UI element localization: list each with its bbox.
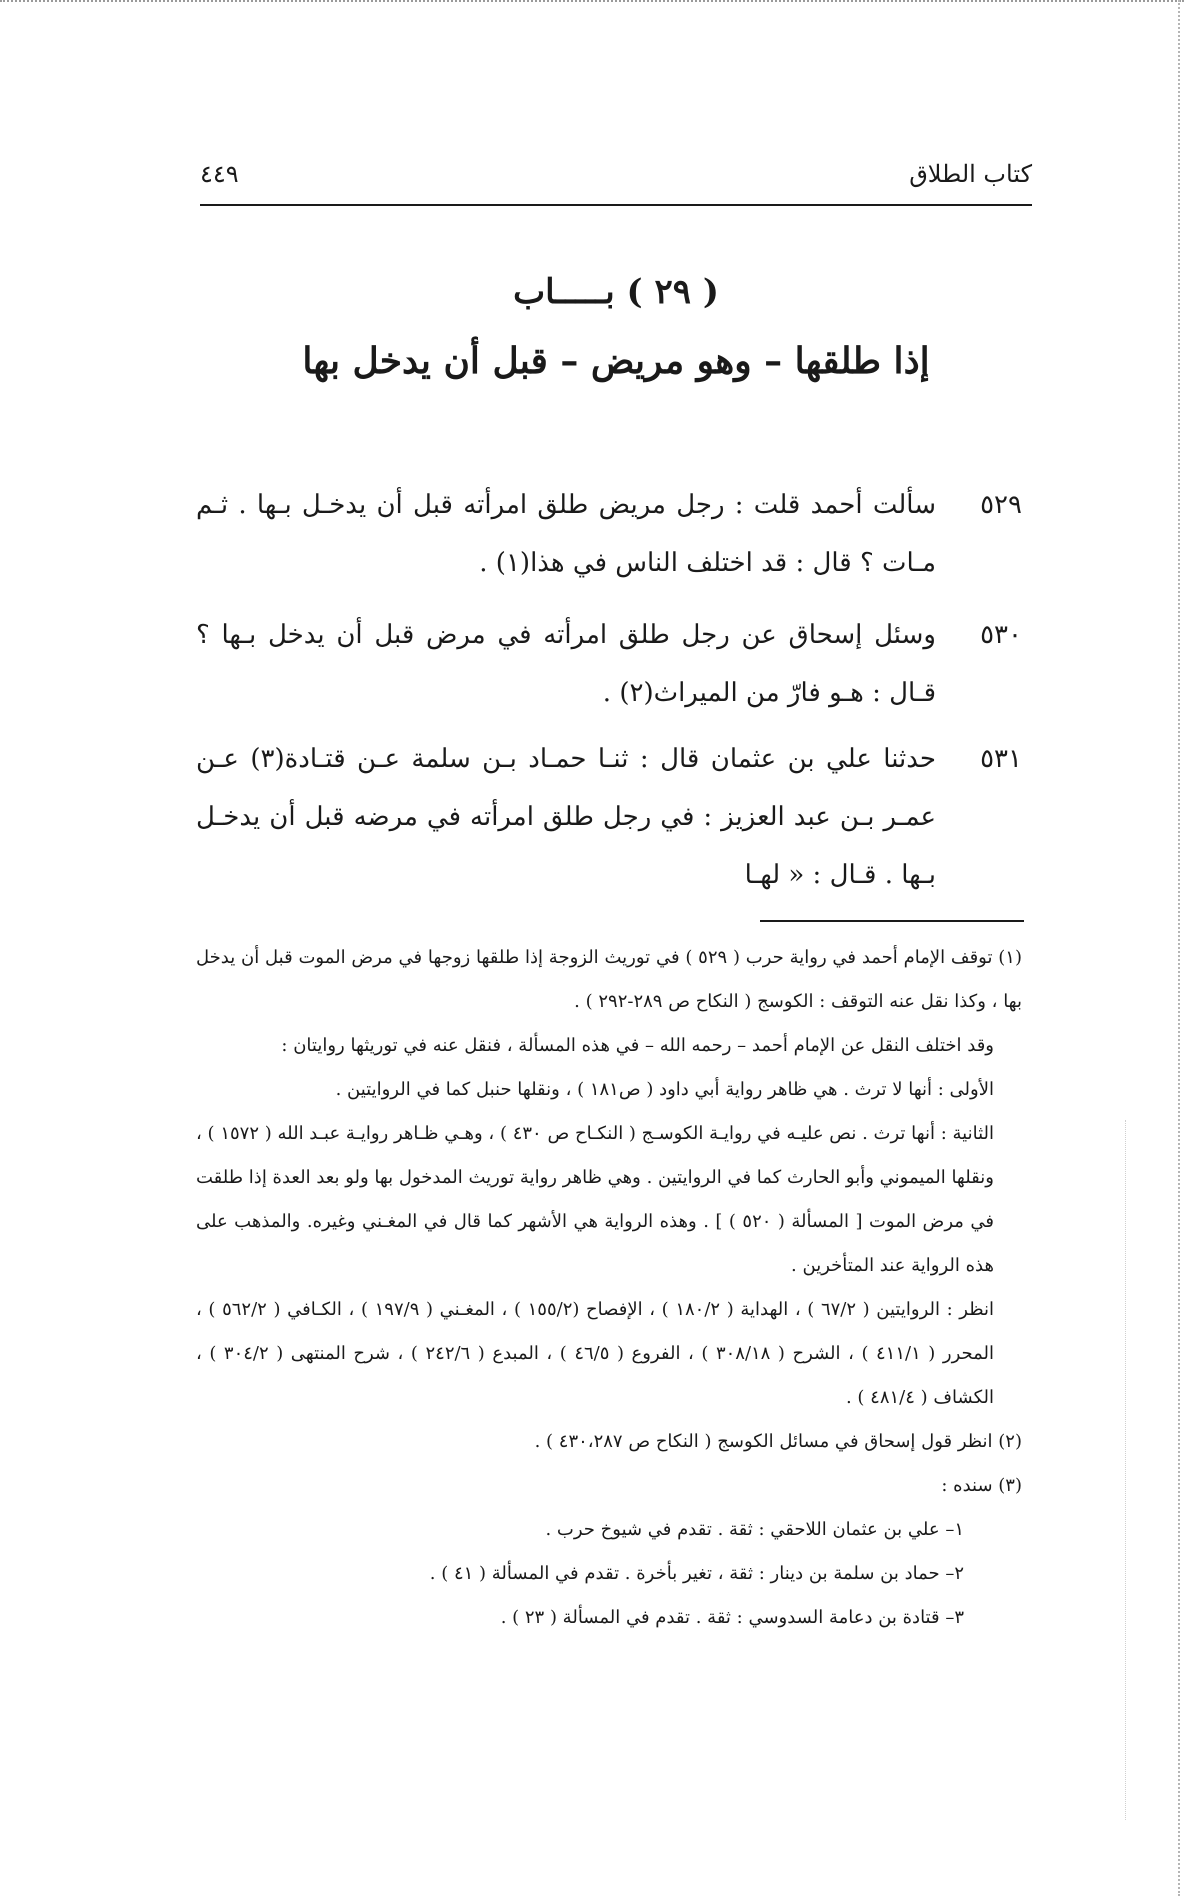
- header-rule: [200, 204, 1032, 206]
- chapter-title: إذا طلقها – وهو مريض – قبل أن يدخل بها: [302, 340, 930, 382]
- footnote: ٣– قتادة بن دعامة السدوسي : ثقة . تقدم في المسألة ( ٢٣ ) .: [500, 1607, 964, 1628]
- footnote: (٢) انظر قول إسحاق في مسائل الكوسج ( النكاح ص ٤٣٠،٢٨٧ ) .: [534, 1431, 1022, 1452]
- scan-border-top: [0, 0, 1184, 5]
- chapter-number: ( ٢٩ ) بـــــاب: [513, 272, 719, 312]
- footnote: الأولى : أنها لا ترث . هي ظاهر رواية أبي داود ( ص١٨١ ) ، ونقلها حنبل كما في الروايتين .: [335, 1079, 994, 1100]
- footnote: ٢– حماد بن سلمة بن دينار : ثقة ، تغير بأخرة . تقدم في المسألة ( ٤١ ) .: [429, 1563, 964, 1584]
- running-title: كتاب الطلاق: [909, 160, 1032, 188]
- entry-text: حدثنا علي بن عثمان قال : ثنـا حمـاد بـن سلمة عـن قتـادة(٣) عـن عمـر بـن عبد العزيز : في رجل طلق امرأته في مرضه قبل أن يدخـل بـها . قـال : « لهـا: [196, 744, 936, 890]
- entry-number: ٥٣١: [980, 744, 1022, 774]
- footnote: انظر : الروايتين ( ٦٧/٢ ) ، الهداية ( ١٨٠/٢ ) ، الإفصاح (١٥٥/٢ ) ، المغـني ( ١٩٧/٩ ) ، الكـافي ( ٥٦٢/٢ ) ، المحرر ( ٤١١/١ ) ، الشرح ( ٣٠٨/١٨ ) ، الفروع ( ٤٦/٥ ) ، المبدع ( ٢٤٢/٦ ) ، شرح المنتهى ( ٣٠٤/٢ ) ، الكشاف ( ٤٨١/٤ ) .: [196, 1299, 995, 1408]
- entry-number: ٥٢٩: [980, 490, 1022, 520]
- running-head: [200, 160, 1032, 204]
- entry-530: [196, 606, 1022, 722]
- entry-531: [196, 730, 1022, 904]
- footnote: ١– علي بن عثمان اللاحقي : ثقة . تقدم في شيوخ حرب .: [545, 1519, 964, 1540]
- entry-text: سألت أحمد قلت : رجل مريض طلق امرأته قبل أن يدخـل بـها . ثـم مـات ؟ قال : قد اختلف الناس في هذا(١) .: [196, 490, 936, 578]
- footnote: (٣) سنده :: [941, 1475, 1022, 1496]
- page-number: ٤٤٩: [200, 160, 239, 188]
- entry-text: وسئل إسحاق عن رجل طلق امرأته في مرض قبل أن يدخل بـها ؟ قـال : هـو فارّ من الميراث(٢) .: [196, 620, 936, 708]
- footnote-rule: [760, 920, 1024, 922]
- footnote: وقد اختلف النقل عن الإمام أحمد – رحمه الله – في هذه المسألة ، فنقل عنه في توريثها روايتان :: [281, 1035, 994, 1056]
- footnote: الثانية : أنها ترث . نص عليـه في روايـة الكوسـج ( النكـاح ص ٤٣٠ ) ، وهـي ظـاهر روايـة عبـد الله ( ١٥٧٢ ) ، ونقلها الميموني وأبو الحارث كما في الروايتين . وهي ظاهر رواية توريث المدخول بها ولو بعد العدة إذا طلقت في مرض الموت [ المسألة ( ٥٢٠ ) ] . وهذه الرواية هي الأشهر كما قال في المغـني وغيره. والمذهب على هذه الرواية عند المتأخرين .: [196, 1123, 994, 1276]
- footnote: (١) توقف الإمام أحمد في رواية حرب ( ٥٢٩ ) في توريث الزوجة إذا طلقها زوجها في مرض الموت قبل أن يدخل بها ، وكذا نقل عنه التوقف : الكوسج ( النكاح ص ٢٨٩-٢٩٢ ) .: [196, 947, 1022, 1012]
- entry-529: [196, 476, 1022, 592]
- entry-number: ٥٣٠: [980, 620, 1022, 650]
- scan-border-right-inner: [1124, 1120, 1126, 1820]
- footnotes: [196, 936, 1022, 1640]
- scan-border-right: [1176, 0, 1180, 1896]
